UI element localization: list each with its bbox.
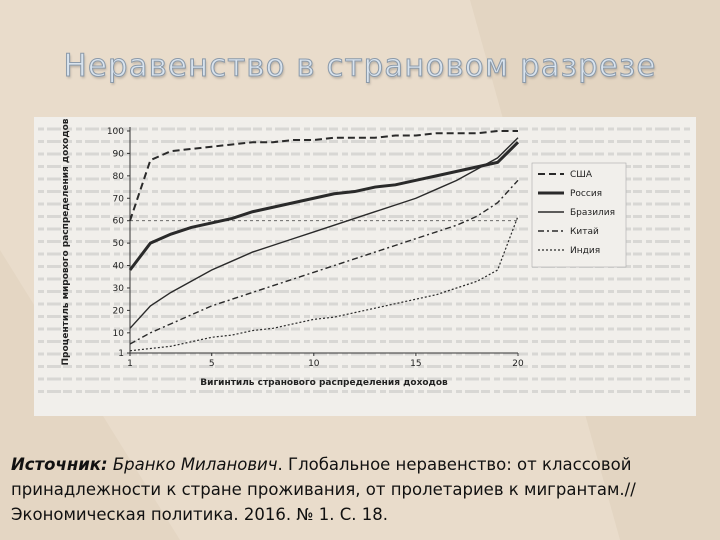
source-label: Источник: xyxy=(11,455,108,474)
legend-label: Индия xyxy=(570,246,601,256)
source-text: . Глобальное неравенство: от классовой принадлежности к стране проживания, от пролетариев к мигрантам.// Экономическая политика. 2016. № 1. С. 18. xyxy=(11,455,636,524)
y-tick-label: 40 xyxy=(112,261,124,272)
y-tick-label: 1 xyxy=(118,349,124,359)
source-caption xyxy=(11,452,711,527)
x-tick-label: 5 xyxy=(208,359,215,369)
legend-label: Россия xyxy=(570,189,603,199)
x-axis-label: Вигинтиль странового распределения доходов xyxy=(200,378,448,388)
x-tick-label: 15 xyxy=(410,359,422,369)
page-title: Неравенство в страновом разрезе xyxy=(63,48,657,84)
y-tick-label: 70 xyxy=(112,194,124,205)
line-chart xyxy=(34,117,696,416)
legend-label: США xyxy=(570,170,593,180)
x-tick-label: 1 xyxy=(127,359,133,369)
y-tick-label: 80 xyxy=(112,171,124,182)
y-tick-label: 100 xyxy=(106,127,124,137)
chart-figure xyxy=(34,117,696,416)
y-tick-label: 10 xyxy=(112,328,124,339)
x-tick-label: 20 xyxy=(512,359,524,369)
y-tick-label: 30 xyxy=(112,283,124,294)
y-tick-label: 90 xyxy=(112,149,124,160)
source-author: Бранко Миланович xyxy=(112,455,278,474)
y-tick-label: 60 xyxy=(112,216,124,227)
series-line-Россия xyxy=(130,142,518,270)
legend-label: Китай xyxy=(570,227,599,237)
y-tick-label: 50 xyxy=(112,239,124,250)
y-axis-label: Процентиль мирового распределения доходов xyxy=(61,118,71,366)
x-tick-label: 10 xyxy=(308,359,320,369)
y-tick-label: 20 xyxy=(112,306,124,317)
legend-label: Бразилия xyxy=(570,208,616,218)
series-line-США xyxy=(130,131,518,221)
